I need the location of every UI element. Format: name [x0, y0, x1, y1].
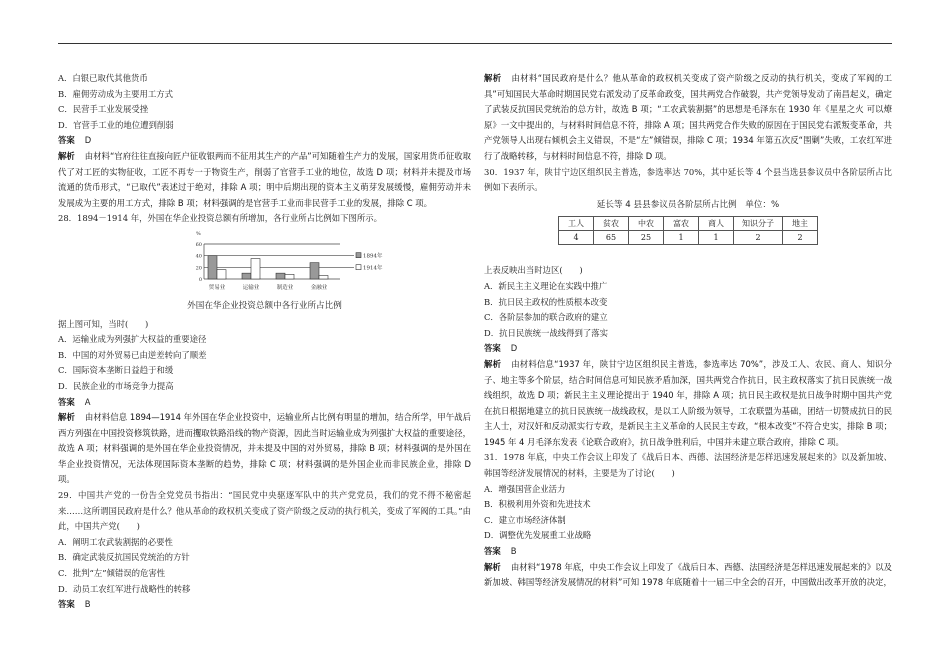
bar-1894年 [276, 273, 285, 279]
data-table [558, 216, 818, 245]
answer-value: A [84, 396, 91, 407]
q28-explanation [58, 410, 471, 488]
option-a: A．阐明工农武装割据的必要性 [58, 536, 173, 547]
option-d: D．抗日民族统一战线得到了落实 [484, 327, 608, 338]
legend-label: 1894年 [363, 253, 383, 260]
right-column [484, 71, 892, 591]
q30-stem: 30．1937 年，陕甘宁边区组织民主普选，参选率达 70%，其中延长等 4 个县当选县参议员中各阶层所占比例如下表所示。 [484, 166, 892, 193]
bar-1894年 [208, 256, 217, 279]
q27-explanation [58, 149, 471, 211]
explanation-text: 由材料“1978 年底，中央工作会议上印发了《战后日本、西德、法国经济是怎样迅速发展起来的》以及新加坡、韩国等经济发展情况的材料”可知 1978 年底随着十一届三中全会的召开，中国做出改革开放的决定， [484, 561, 893, 588]
x-tick-label: 制造业 [276, 284, 294, 291]
bar-1894年 [310, 263, 319, 279]
table-title: 延长等 4 县县参议员各阶层所占比例 单位：% [596, 199, 780, 210]
option-c: C．各阶层参加的联合政府的建立 [484, 312, 608, 323]
x-tick-label: 金融业 [310, 284, 328, 291]
q27-options [58, 71, 471, 133]
y-tick-label: 60 [195, 241, 202, 248]
table-cell: 1 [699, 231, 734, 245]
y-tick-label: 20 [195, 265, 202, 272]
q31-answer [484, 544, 892, 560]
option-b: B．抗日民主政权的性质根本改变 [484, 296, 608, 307]
bar-chart [58, 229, 471, 295]
answer-label: 答案 [58, 396, 75, 407]
explanation-text: 由材料信息“1937 年，陕甘宁边区组织民主普选，参选率达 70%”，涉及工人、农民、商人、知识分子、地主等多个阶层，结合时间信息可知民族矛盾加深，国共两党合作抗日，民主政权落实了抗日民族统一战线组织，故选 D 项；新民主主义理论提出于 1940 年，排除 A 项；抗日民主政权是抗日战争时期中国共产党在抗日根据地建立的抗日民族统一战线政权，是以工人阶级为领导，工农联盟为基础，团结一切赞成抗日的民主人士，对汉奸和反动派实行专政，是新民主主义革命的人民民主专政，“根本改变”不符合史实，排除 B 项；1945 年 4 月毛泽东发表《论联合政府》，抗日战争胜利后，中国并未建立联合政府，排除 C 项。 [484, 358, 892, 447]
left-column [58, 71, 471, 613]
option-b: B．雇佣劳动成为主要用工方式 [58, 88, 174, 99]
table-cell: 2 [783, 231, 818, 245]
x-tick-label: 运输业 [242, 284, 260, 291]
explanation-label: 解析 [58, 150, 75, 161]
table-header-row [559, 217, 818, 231]
option-a: A．新民主主义理论在实践中推广 [484, 280, 608, 291]
answer-value: B [84, 599, 91, 610]
q27-answer [58, 133, 471, 149]
q31-stem: 31．1978 年底，中央工作会议上印发了《战后日本、西德、法国经济是怎样迅速发展起来的》以及新加坡、韩国等经济发展情况的材料，主要是为了讨论( ) [484, 452, 892, 479]
q30-question: 上表反映出当时边区( ) [484, 265, 583, 276]
table-header-cell: 知识分子 [734, 217, 783, 231]
table-header-cell: 商人 [699, 217, 734, 231]
explanation-text: 由材料“官府往往直接向匠户征收银两而不征用其生产的产品”可知随着生产力的发展，国家用货币征收取代了对工匠的实物征收，工匠不再专一于物资生产，削弱了官营手工业的地位，故选 D 项；材料并未提及市场流通的货币形式，“已取代”表述过于绝对，排除 A 项；明中后期出现的资本主义萌芽发展缓慢，雇佣劳动并未发展成为主要的用工方式，排除 B 项；材料强调的是官营手工业而非民营手工业的发展，排除 C 项。 [58, 150, 471, 208]
bar-1914年 [217, 270, 226, 279]
q28-stem: 28．1894－1914 年，外国在华企业投资总额有所增加，各行业所占比例如下图所示。 [58, 213, 382, 224]
answer-label: 答案 [58, 135, 75, 146]
answer-value: D [84, 135, 92, 146]
explanation-label: 解析 [484, 561, 501, 572]
table-row [559, 231, 818, 245]
explanation-label: 解析 [58, 412, 75, 423]
explanation-text: 由材料信息 1894—1914 年外国在华企业投资中，运输业所占比例有明显的增加，结合所学，甲午战后西方列强在中国投资修筑铁路，进而攫取铁路沿线的物产资源，因此当时运输业成为列强扩大权益的重要途径，故选 A 项；材料强调的是外国在华企业投资情况，并未提及中国的对外贸易，排除 B 项；材料强调的是外国在华企业投资情况，无法体现国际资本垄断的趋势，排除 C 项；材料强调的是外国企业而非民族企业，排除 D 项。 [58, 412, 472, 485]
y-tick-label: 40 [195, 253, 202, 260]
option-a: A．白银已取代其他货币 [58, 73, 148, 83]
option-b: B．确定武装反抗国民党统治的方针 [58, 552, 190, 563]
q29-explanation [484, 71, 892, 165]
legend-swatch [356, 253, 361, 258]
q28-answer [58, 395, 471, 411]
table-cell: 4 [559, 231, 594, 245]
explanation-label: 解析 [484, 73, 502, 83]
option-d: D．调整优先发展重工业战略 [484, 530, 592, 541]
bar-chart-svg [58, 229, 471, 295]
q29-options [58, 535, 471, 597]
answer-label: 答案 [484, 343, 501, 354]
q30-answer [484, 341, 892, 357]
y-tick-label: 0 [198, 276, 202, 283]
option-c: C．国际资本垄断日益趋于和缓 [58, 365, 174, 376]
answer-label: 答案 [58, 599, 75, 610]
option-d: D．动员工农红军进行战略性的转移 [58, 583, 191, 594]
option-d: D．官营手工业的地位遭到削弱 [58, 119, 174, 130]
option-a: A．运输业成为列强扩大权益的重要途径 [58, 334, 207, 345]
answer-value: B [510, 546, 517, 557]
option-a: A．增强国营企业活力 [484, 483, 566, 494]
option-c: C．民营手工业发展受挫 [58, 104, 149, 115]
q29-stem: 29．中国共产党的一份告全党党员书指出：“国民党中央驱逐军队中的共产党党员，我们的党不得不秘密起来……这所谓国民政府是什么？他从革命的政权机关变成了资产阶级之反动的执行机关，变成了军阀的工具。”由此，中国共产党( ) [58, 490, 471, 532]
table-cell: 65 [594, 231, 629, 245]
table-header-cell: 贫农 [594, 217, 629, 231]
table-cell: 1 [664, 231, 699, 245]
legend-swatch [356, 265, 361, 270]
option-b: B．积极利用外资和先进技术 [484, 499, 591, 510]
bar-1894年 [242, 273, 251, 279]
table-header-cell: 富农 [664, 217, 699, 231]
explanation-text: 由材料“国民政府是什么？他从革命的政权机关变成了资产阶级之反动的执行机关，变成了军阀的工具”可知国民大革命时期国民党右派发动了反革命政变，国共两党合作破裂，共产党领导发动了南昌起义，确定了武装反抗国民党统治的总方针，故选 B 项；“工农武装割据”的思想是毛泽东在 1930 年《星星之火 可以燎原》一文中提出的，与材料时间信息不符，排除 A 项；国共两党合作失败的原因在于国民党右派叛变革命，共产党领导人出现右倾机会主义错误，不是“左”倾错误，排除 C 项；1934 年第五次反“围剿”失败，工农红军进行了战略转移，与材料时间信息不符，排除 D 项。 [484, 73, 892, 161]
q29-answer [58, 597, 471, 613]
q28-options [58, 332, 471, 394]
bar-1914年 [319, 275, 328, 279]
answer-value: D [510, 343, 518, 354]
table-header-cell: 工人 [559, 217, 594, 231]
q31-options [484, 482, 892, 544]
q30-explanation [484, 357, 892, 451]
table-header-cell: 中农 [629, 217, 664, 231]
option-c: C．批判“左”倾错误的危害性 [58, 568, 166, 579]
table-header-cell: 地主 [783, 217, 818, 231]
chart-caption: 外国在华企业投资总额中各行业所占比例 [187, 300, 342, 311]
table-cell: 2 [734, 231, 783, 245]
y-axis-label: % [196, 230, 201, 237]
legend-label: 1914年 [363, 265, 383, 272]
option-d: D．民族企业的市场竞争力提高 [58, 380, 174, 391]
x-tick-label: 贸易业 [208, 284, 226, 291]
answer-label: 答案 [484, 546, 501, 557]
option-b: B．中国的对外贸易已由逆差转向了顺差 [58, 349, 207, 360]
bar-1914年 [285, 274, 294, 279]
explanation-label: 解析 [484, 358, 502, 369]
bar-1914年 [251, 259, 260, 279]
q31-explanation [484, 560, 892, 591]
option-c: C．建立市场经济体制 [484, 514, 566, 525]
table-cell: 25 [629, 231, 664, 245]
q28-question: 据上图可知，当时( ) [58, 318, 149, 329]
header-rule [58, 43, 892, 44]
q30-options [484, 279, 892, 341]
